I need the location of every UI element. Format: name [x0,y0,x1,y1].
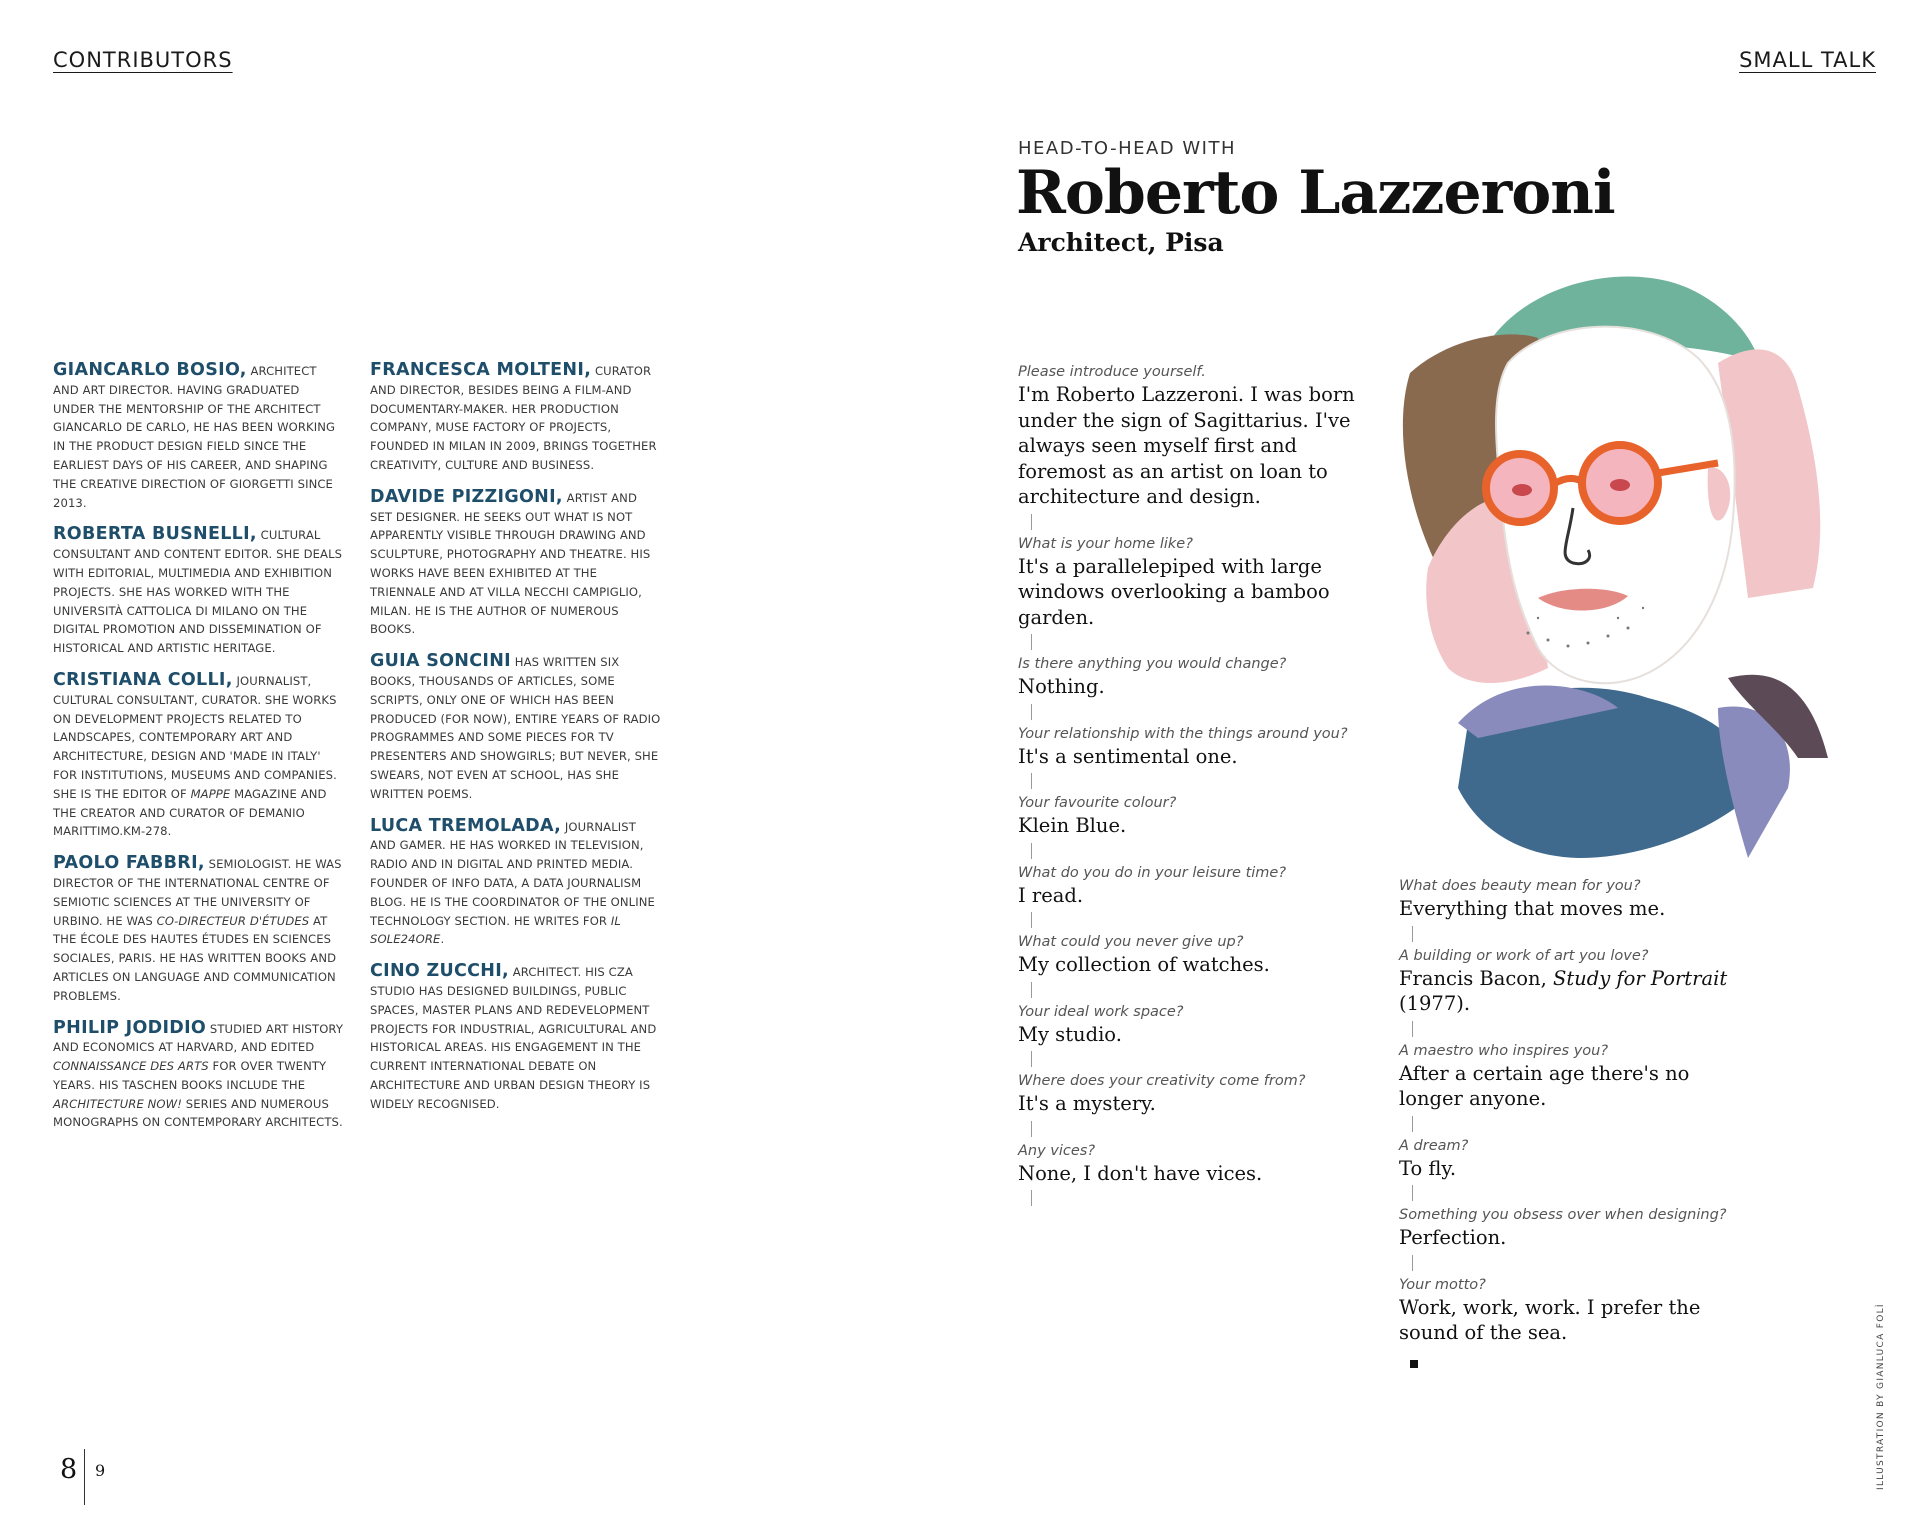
contributor-bio: SERIES AND NUMEROUS MONOGRAPHS ON CONTEMPORARY ARCHITECTS. [53,1096,343,1130]
running-head-small-talk: SMALL TALK [1739,48,1876,72]
separator-rule [1412,1021,1413,1037]
answer: After a certain age there's no longer anyone. [1399,1061,1690,1110]
answer-text: (1977). [1399,992,1471,1015]
contributor-name: PHILIP JODIDIO [53,1017,207,1038]
question: Please introduce yourself. [1018,364,1206,380]
contributor-name: ROBERTA BUSNELLI, [53,524,257,545]
contributor-name: CRISTIANA COLLI, [53,669,233,690]
contributor-name: FRANCESCA MOLTENI, [370,360,592,380]
answer: My collection of watches. [1018,953,1270,976]
separator-rule [1031,704,1032,720]
answer: Nothing. [1018,675,1105,698]
separator-rule [1031,1051,1032,1067]
contributor-bio: ARCHITECT. HIS CZA STUDIO HAS DESIGNED BUILDINGS, PUBLIC SPACES, MASTER PLANS AND REDEVELOPMENT PROJECTS FOR INDUSTRIAL, AGRICULTURAL AND HISTORICAL AREAS. HIS ENGAGEMENT IN THE CURRENT INTERNATIONAL DEBATE ON ARCHITECTURE AND URBAN DESIGN THEORY IS WIDELY RECOGNISED. [370,965,657,1111]
contributor-name: CINO ZUCCHI, [370,961,509,982]
separator-rule [1412,926,1413,942]
answer-text: Francis Bacon, [1399,966,1553,990]
contributor-bio: HAS WRITTEN SIX BOOKS, THOUSANDS OF ARTICLES, SOME SCRIPTS, ONLY ONE OF WHICH HAS BEEN PRODUCED (FOR NOW), ENTIRE YEARS OF RADIO PROGRAMMES AND SOME PIECES FOR TV PRESENTERS AND SHOWGIRLS; BUT NEVER, SHE SWEARS, NOT EVEN AT SCHOOL, HAS SHE WRITTEN POEMS. [370,655,661,801]
answer: Klein Blue. [1018,814,1127,837]
portrait-illustration [1388,268,1848,872]
contributor-entry [370,961,662,1113]
contributor-bio: SEMIOLOGIST. HE WAS DIRECTOR OF THE INTERNATIONAL CENTRE OF SEMIOTIC SCIENCES AT THE UNIVERSITY OF URBINO. HE WAS [53,857,342,928]
question: Your motto? [1399,1276,1486,1293]
separator-rule [1031,514,1032,530]
question: Is there anything you would change? [1018,656,1287,672]
separator-rule [1412,1255,1413,1271]
illustration-credit: ILLUSTRATION BY GIANLUCA FOLÌ [1876,1303,1886,1490]
contributor-bio-italic: CONNAISSANCE DES ARTS [53,1059,209,1074]
contributor-name: DAVIDE PIZZIGONI, [370,486,563,507]
contributor-entry [53,360,345,512]
contributor-entry [53,853,345,1005]
page-number-left: 8 [60,1454,78,1485]
question: What could you never give up? [1018,934,1244,950]
question: A building or work of art you love? [1399,947,1649,964]
contributor-entry [370,487,662,639]
contributor-bio: . [440,932,445,947]
contributor-name: PAOLO FABBRI, [53,853,205,874]
contributor-name: GIANCARLO BOSIO, [53,360,247,380]
answer: Everything that moves me. [1399,897,1666,920]
contributor-bio: AT THE ÉCOLE DES HAUTES ÉTUDES EN SCIENCES SOCIALES, PARIS. HE HAS WRITTEN BOOKS AND ARTICLES ON LANGUAGE AND COMMUNICATION PROBLEMS. [53,913,337,1003]
contributor-bio: ARTIST AND SET DESIGNER. HE SEEKS OUT WHAT IS NOT APPARENTLY VISIBLE THROUGH DRAWING AND SCULPTURE, PHOTOGRAPHY AND THEATRE. HIS WORKS HAVE BEEN EXHIBITED AT THE TRIENNALE AND AT VILLA NECCHI CAMPIGLIO, MILAN. HE IS THE AUTHOR OF NUMEROUS BOOKS. [370,490,651,637]
separator-rule [1031,982,1032,998]
contributor-bio: JOURNALIST AND GAMER. HE HAS WORKED IN TELEVISION, RADIO AND IN DIGITAL AND PRINTED MEDIA. FOUNDER OF INFO DATA, A DATA JOURNALISM BLOG. HE IS THE COORDINATOR OF THE ONLINE TECHNOLOGY SECTION. HE WRITES FOR [370,819,655,928]
contributors-column-a [53,360,345,1144]
contributor-bio: FOR OVER TWENTY YEARS. HIS TASCHEN BOOKS INCLUDE THE [53,1059,327,1092]
contributor-bio: STUDIED ART HISTORY AND ECONOMICS AT HARVARD, AND EDITED [53,1021,344,1055]
answer: It's a sentimental one. [1018,744,1238,768]
answer: It's a mystery. [1018,1092,1156,1115]
interviewee-name: Roberto Lazzeroni [1016,158,1615,228]
answer: I'm Roberto Lazzeroni. I was born under the sign of Sagittarius. I've always seen myself first and foremost as an artist on loan to architecture and design. [1018,383,1355,508]
answer: To fly. [1399,1156,1457,1180]
contributor-bio: CURATOR AND DIRECTOR, BESIDES BEING A FILM-AND DOCUMENTARY-MAKER. HER PRODUCTION COMPANY, MUSE FACTORY OF PROJECTS, FOUNDED IN MILAN IN 2009, BRINGS TOGETHER CREATIVITY, CULTURE AND BUSINESS. [370,364,657,472]
separator-rule [1031,1190,1032,1206]
contributor-bio: CULTURAL CONSULTANT AND CONTENT EDITOR. SHE DEALS WITH EDITORIAL, MULTIMEDIA AND EXHIBITION PROJECTS. SHE HAS WORKED WITH THE UNIVERSITÀ CATTOLICA DI MILANO ON THE DIGITAL PROMOTION AND DISSEMINATION OF HISTORICAL AND ARTISTIC HERITAGE. [53,528,343,656]
interview-kicker: HEAD-TO-HEAD WITH [1018,138,1237,159]
question: What is your home like? [1018,535,1193,552]
interviewee-role: Architect, Pisa [1018,228,1224,257]
separator-rule [1031,634,1032,650]
end-mark [1410,1360,1418,1368]
answer: It's a parallelepiped with large windows overlooking a bamboo garden. [1018,554,1330,629]
contributor-name: GUIA SONCINI [370,651,511,672]
answer: Work, work, work. I prefer the sound of the sea. [1399,1295,1701,1344]
answer: I read. [1018,883,1084,907]
contributor-entry [53,1018,345,1133]
separator-rule [1031,912,1032,928]
question: Where does your creativity come from? [1018,1073,1306,1089]
question: A dream? [1399,1137,1469,1154]
answer [1399,966,1759,1017]
artwork-title: Study for Portrait [1552,966,1728,990]
separator-rule [1412,1116,1413,1132]
answer: Perfection. [1399,1226,1507,1249]
question: What do you do in your leisure time? [1018,864,1287,881]
contributor-bio: JOURNALIST, CULTURAL CONSULTANT, CURATOR. SHE WORKS ON DEVELOPMENT PROJECTS RELATED TO LANDSCAPES, CONTEMPORARY ART AND ARCHITECTURE, DESIGN AND 'MADE IN ITALY' FOR INSTITUTIONS, MUSEUMS AND COMPANIES. SHE IS THE EDITOR OF [53,673,337,801]
contributors-column-b [370,360,662,1125]
question: Your ideal work space? [1018,1003,1184,1020]
contributor-bio-italic: IL SOLE24ORE [370,913,621,947]
page-number-right: 9 [95,1461,106,1480]
contributor-bio: MAGAZINE AND THE CREATOR AND CURATOR OF DEMANIO MARITTIMO.KM-278. [53,786,327,839]
separator-rule [1031,843,1032,859]
contributor-entry [53,524,345,658]
contributor-entry [370,360,662,475]
running-head-contributors: CONTRIBUTORS [53,48,233,72]
eye-left [1512,484,1532,496]
question: What does beauty mean for you? [1399,878,1641,894]
separator-rule [1031,1121,1032,1137]
contributor-entry [370,816,662,950]
contributor-bio: ARCHITECT AND ART DIRECTOR. HAVING GRADUATED UNDER THE MENTORSHIP OF THE ARCHITECT GIANCARLO DE CARLO, HE HAS BEEN WORKING IN THE PRODUCT DESIGN FIELD SINCE THE EARLIEST DAYS OF HIS CAREER, AND SHAPING THE CREATIVE DIRECTION OF GIORGETTI SINCE 2013. [53,364,336,510]
contributor-bio-italic: ARCHITECTURE NOW! [53,1096,182,1111]
contributor-bio-italic: CO-DIRECTEUR D'ÉTUDES [156,913,310,928]
qa-column-right [1399,876,1759,1368]
question: Something you obsess over when designing? [1399,1207,1727,1223]
contributor-name: LUCA TREMOLADA, [370,815,562,836]
separator-rule [1031,773,1032,789]
question: Your favourite colour? [1018,795,1177,811]
answer: None, I don't have vices. [1018,1161,1263,1185]
contributor-entry [370,651,662,803]
question: Your relationship with the things around you? [1018,725,1348,742]
answer: My studio. [1018,1022,1122,1046]
contributor-bio-italic: MAPPE [190,786,231,801]
question: A maestro who inspires you? [1399,1042,1609,1059]
separator-rule [1412,1185,1413,1201]
question: Any vices? [1018,1142,1096,1159]
eye-right [1610,479,1630,491]
contributor-entry [53,670,345,841]
qa-column-left [1018,362,1363,1210]
folio-divider [84,1449,85,1505]
